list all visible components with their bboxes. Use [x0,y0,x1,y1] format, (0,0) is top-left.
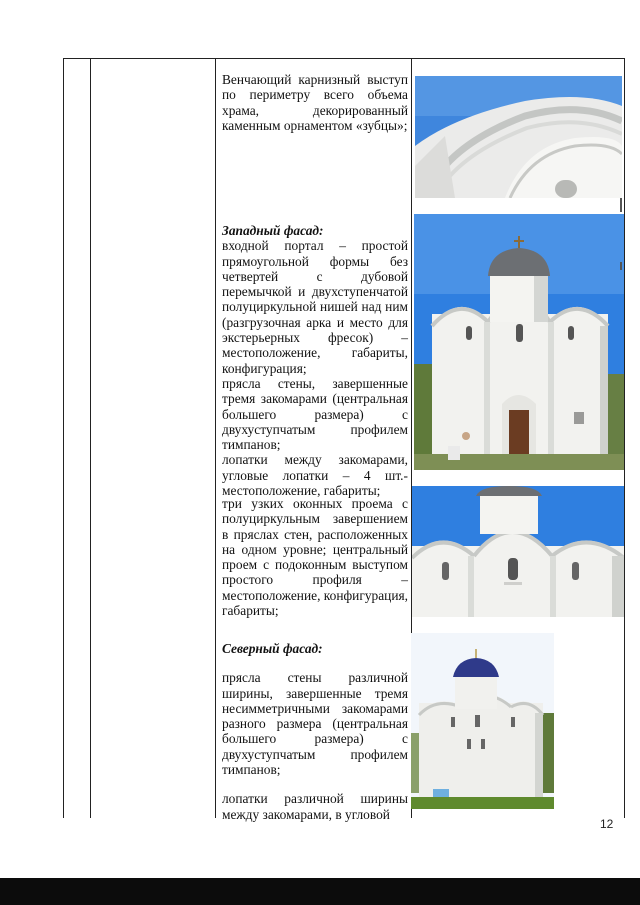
west-facade-heading: Западный фасад: [222,223,324,238]
table-border-left [63,58,64,818]
west-facade-section [222,223,408,498]
north-spans-text: прясла стены различной ширины, завершенные тремя несимметричными закомарами разного размера (центральная большего размера) с двухуступчатым профилем тимпанов; [222,670,408,778]
cornice-text: Венчающий карнизный выступ по периметру всего объема храма, декорированный каменным орнаментом «зубцы»; [222,72,408,133]
cornice-description [222,72,408,133]
scan-edge-mark-2 [620,262,622,270]
north-facade-section [222,641,408,822]
west-spans-text: прясла стены, завершенные тремя закомарами (центральная большего размера) с двухуступчатым профилем тимпанов; [222,375,408,453]
west-pilasters-text: лопатки между закомарами, угловые лопатки – 4 шт.- местоположение, габариты; [222,452,408,499]
table-border-right [624,58,625,818]
north-facade-photo [411,633,554,809]
table-border-top [63,58,625,59]
west-portal-text: входной портал – простой прямоугольной формы без четвертей с дубовой перемычкой и двухступенчатой полуциркульной нишей над ним (разгрузочная арка и место для экстерьерных фресок) – местоположение, габариты, конфигурация; [222,238,408,376]
west-facade-photo [414,214,624,470]
west-windows-section [222,496,408,618]
table-column-divider-2 [215,58,216,818]
table-column-divider-1 [90,58,91,818]
scan-bottom-bar [0,878,640,905]
north-pilasters-text: лопатки различной ширины между закомарами, в угловой [222,791,408,822]
west-windows-text: три узких оконных проема с полуциркульным завершением в пряслах стен, расположенных на одном уровне; центральный проем с подоконным выступом простого профиля – местоположение, конфигурация, габариты; [222,496,408,619]
windows-photo [412,486,624,617]
cornice-photo [415,76,622,198]
scan-edge-mark [620,198,622,212]
north-facade-heading: Северный фасад: [222,641,323,656]
page-number: 12 [600,817,614,831]
